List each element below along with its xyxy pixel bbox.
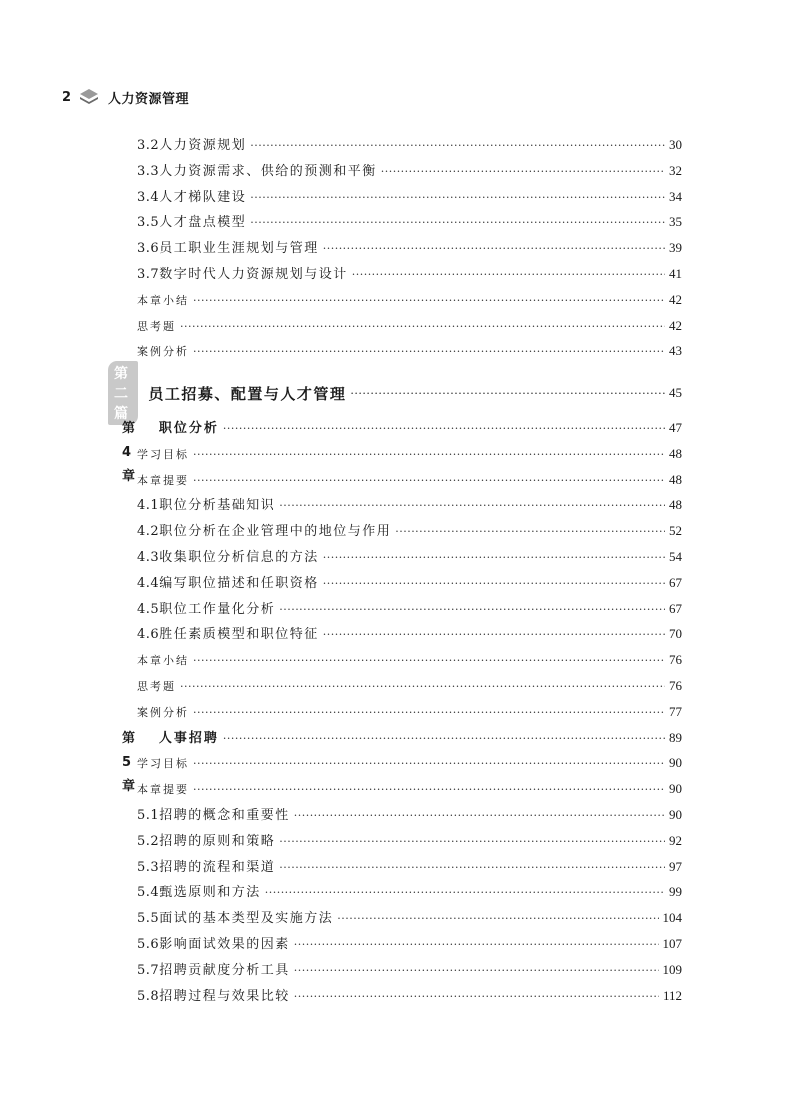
toc-entry-number: 3.5: [137, 215, 160, 231]
dot-leader: [193, 289, 665, 313]
toc-section-row[interactable]: [137, 185, 682, 209]
toc-page-number: 70: [669, 626, 682, 642]
toc-entry-number: 5.1: [137, 808, 160, 823]
toc-entry-title: 本章提要: [137, 783, 189, 797]
toc-entry-number: 3.2: [137, 138, 160, 153]
toc-entry-number: 5.4: [137, 885, 160, 901]
toc-entry-title: 职位分析: [158, 421, 219, 436]
toc-entry-number: 4.1: [137, 498, 160, 514]
toc-page-number: 76: [669, 678, 682, 693]
part-badge: 第二篇: [108, 361, 138, 425]
toc-section-row[interactable]: [137, 958, 682, 982]
toc-entry-number: 5.3: [137, 859, 160, 875]
toc-page-number: 34: [669, 188, 682, 204]
toc-entry-title: 职位分析在企业管理中的地位与作用: [159, 524, 392, 540]
toc-entry-number: 5.6: [137, 937, 160, 952]
dot-leader: [193, 340, 665, 364]
dot-leader: [350, 387, 665, 400]
toc-entry-title: 编写职位描述和任职资格: [159, 575, 319, 591]
toc-page-number: 39: [669, 240, 682, 256]
book-title: 人力资源管理: [108, 91, 190, 107]
toc-entry-title: 人才梯队建设: [159, 189, 247, 205]
toc-entry-title: 甄选原则和方法: [159, 885, 261, 901]
toc-entry-number: 4.2: [137, 524, 160, 540]
toc-page-number: 43: [669, 343, 682, 359]
dot-leader: [193, 778, 665, 802]
toc-entry-title: 案例分析: [137, 705, 189, 719]
toc-entry-number: 3.7: [137, 267, 160, 282]
toc-section-row[interactable]: [137, 236, 682, 260]
toc-entry-title: 职位工作量化分析: [159, 601, 276, 617]
toc-subitem-row[interactable]: [137, 700, 682, 724]
toc-entry-title: 思考题: [137, 319, 176, 333]
toc-entry-title: 招聘的流程和渠道: [159, 859, 276, 875]
dot-leader: [337, 907, 658, 931]
dot-leader: [294, 985, 659, 1009]
toc-page-number: 90: [669, 755, 682, 771]
toc-entry-title: 人事招聘: [158, 730, 219, 746]
toc-entry-title: 人力资源规划: [159, 138, 247, 153]
toc-page-number: 90: [669, 781, 682, 797]
toc-subitem-row[interactable]: [137, 442, 682, 466]
toc-page-number: 42: [669, 291, 682, 307]
toc-section-row[interactable]: [137, 855, 682, 879]
toc-entry-number: 3.4: [137, 189, 160, 205]
toc-section-row[interactable]: [137, 829, 682, 853]
toc-section-row[interactable]: [137, 622, 682, 646]
dot-leader: [381, 160, 665, 184]
toc-entry-title: 影响面试效果的因素: [159, 937, 290, 952]
toc-entry-number: 5.5: [137, 911, 160, 927]
dot-leader: [279, 494, 665, 518]
toc-page-number: 89: [669, 729, 682, 745]
toc-entry-title: 本章小结: [137, 654, 189, 668]
dot-leader: [352, 263, 665, 287]
toc-page-number: 109: [662, 961, 682, 977]
toc-page-number: 67: [669, 600, 682, 616]
toc-page-number: 54: [669, 549, 682, 564]
toc-entry-title: 数字时代人力资源规划与设计: [159, 267, 348, 282]
toc-page-number: 35: [669, 214, 682, 230]
dot-leader: [294, 804, 665, 828]
dot-leader: [294, 959, 659, 983]
dot-leader: [279, 598, 665, 622]
toc-section-row[interactable]: [137, 984, 682, 1008]
dot-leader: [223, 417, 665, 441]
toc-subitem-row[interactable]: [137, 468, 682, 492]
toc-entry-number: 3.6: [137, 241, 160, 257]
toc-entry-title: 胜任素质模型和职位特征: [159, 627, 319, 643]
toc-page-number: 92: [669, 832, 682, 848]
dot-leader: [193, 443, 665, 467]
toc-entry-number: 3.3: [137, 163, 160, 179]
dot-leader: [193, 752, 665, 776]
toc-entry-title: 职位分析基础知识: [159, 498, 276, 514]
dot-leader: [250, 211, 665, 235]
part-title: 员工招募、配置与人才管理: [148, 384, 347, 403]
toc-page-number: 90: [669, 807, 682, 822]
toc-page-number: 41: [669, 266, 682, 281]
toc-section-row[interactable]: [137, 159, 682, 183]
toc-section-row[interactable]: [137, 133, 682, 157]
toc-page-number: 76: [669, 652, 682, 668]
toc-page-number: 42: [669, 317, 682, 333]
toc-section-row[interactable]: [137, 880, 682, 904]
toc-entry-title: 学习目标: [137, 447, 189, 461]
toc-page-number: 30: [669, 137, 682, 152]
toc-subitem-row[interactable]: [137, 648, 682, 672]
toc-entry-number: 第 5 章: [122, 730, 136, 794]
toc-page-number: 77: [669, 703, 682, 719]
part-heading[interactable]: [108, 366, 682, 422]
toc-entry-title: 员工职业生涯规划与管理: [159, 241, 319, 257]
page-number: 2: [62, 89, 72, 105]
toc-page-number: 107: [662, 936, 682, 951]
toc-entry-title: 招聘贡献度分析工具: [159, 962, 290, 978]
toc-entry-title: 招聘的概念和重要性: [159, 808, 290, 823]
dot-leader: [323, 237, 665, 261]
toc-subitem-row[interactable]: [137, 288, 682, 312]
toc-entry-number: 4.6: [137, 627, 160, 643]
dot-leader: [193, 469, 665, 493]
toc-section-row[interactable]: [137, 571, 682, 595]
toc-page-number: 32: [669, 162, 682, 178]
toc-entry-number: 5.2: [137, 833, 160, 849]
dot-leader: [279, 856, 665, 880]
toc-section-row[interactable]: [137, 597, 682, 621]
dot-leader: [250, 186, 665, 210]
toc-subitem-row[interactable]: [137, 674, 682, 698]
toc-entry-number: 5.7: [137, 962, 160, 978]
toc-entry-title: 人力资源需求、供给的预测和平衡: [159, 163, 377, 179]
toc-entry-number: 4.3: [137, 550, 160, 565]
toc-subitem-row[interactable]: [137, 339, 682, 363]
toc-section-row[interactable]: [137, 210, 682, 234]
toc-entry-title: 本章小结: [137, 293, 189, 307]
toc-subitem-row[interactable]: [137, 751, 682, 775]
toc-page-number: 104: [662, 910, 682, 926]
toc-section-row[interactable]: [137, 932, 682, 956]
dot-leader: [193, 701, 665, 725]
toc-section-row[interactable]: [137, 519, 682, 543]
toc-page-number: 48: [669, 471, 682, 487]
toc-section-row[interactable]: [137, 803, 682, 827]
dot-leader: [323, 623, 665, 647]
dot-leader: [294, 933, 659, 957]
toc-entry-title: 招聘的原则和策略: [159, 833, 276, 849]
dot-leader: [265, 881, 665, 905]
dot-leader: [180, 315, 665, 339]
toc-entry-title: 收集职位分析信息的方法: [159, 550, 319, 565]
toc-page-number: 48: [669, 445, 682, 461]
toc-page-number: 97: [669, 858, 682, 874]
toc-section-row[interactable]: [137, 906, 682, 930]
part-page-number: 45: [669, 385, 682, 400]
toc-subitem-row[interactable]: [137, 314, 682, 338]
toc-section-row[interactable]: [137, 262, 682, 286]
dot-leader: [180, 675, 665, 699]
dot-leader: [250, 134, 665, 158]
dot-leader: [323, 572, 665, 596]
toc-entry-title: 人才盘点模型: [159, 215, 247, 231]
toc-entry-title: 学习目标: [137, 757, 189, 771]
toc-entry-number: 4.5: [137, 601, 160, 617]
toc-page-number: 52: [669, 523, 682, 539]
toc-entry-number: 第 4 章: [122, 421, 136, 484]
dot-leader: [279, 830, 665, 854]
toc-page-number: 67: [669, 574, 682, 590]
dot-leader: [193, 649, 665, 673]
toc-section-row[interactable]: [137, 545, 682, 569]
toc-page-number: 48: [669, 497, 682, 513]
toc-entry-title: 案例分析: [137, 345, 189, 359]
toc-entry-title: 面试的基本类型及实施方法: [159, 911, 334, 927]
toc-subitem-row[interactable]: [137, 777, 682, 801]
dot-leader: [223, 727, 665, 751]
toc-entry-number: 4.4: [137, 575, 160, 591]
dot-leader: [395, 520, 665, 544]
toc-page-number: 99: [669, 884, 682, 900]
toc-entry-title: 思考题: [137, 680, 176, 693]
toc-page-number: 112: [662, 987, 682, 1003]
toc-entry-title: 招聘过程与效果比较: [159, 988, 290, 1004]
toc-entry-title: 本章提要: [137, 473, 189, 487]
toc-page-number: 47: [669, 420, 682, 435]
toc-entry-number: 5.8: [137, 988, 160, 1004]
dot-leader: [323, 546, 665, 570]
toc-section-row[interactable]: [137, 493, 682, 517]
